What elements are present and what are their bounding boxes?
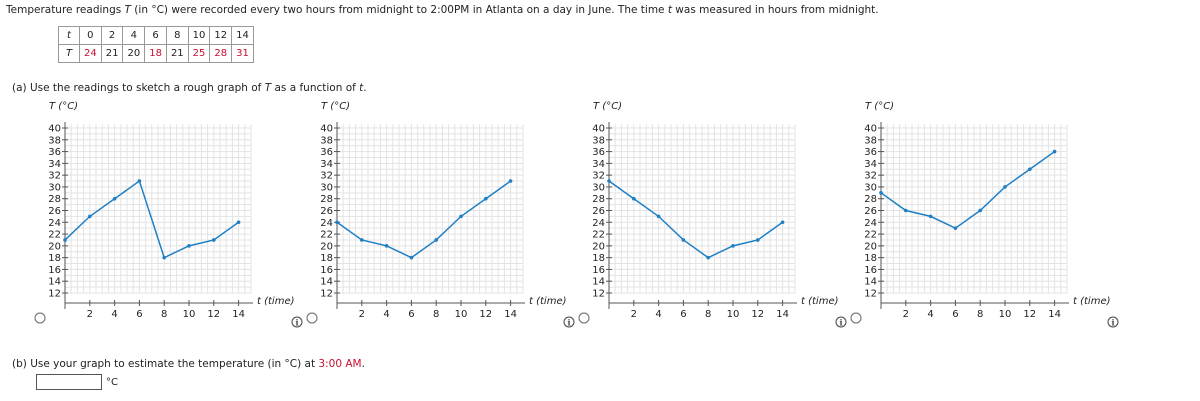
x-tick-label: 12 [1023, 309, 1037, 320]
intro-text: (in °C) were recorded every two hours from midnight to 2:00PM in Atlanta on a day in June. The time [130, 4, 668, 16]
y-tick-label: 22 [320, 229, 333, 241]
x-tick-label: 14 [776, 309, 789, 320]
y-tick-label: 24 [864, 217, 877, 229]
intro-var-T: T [124, 4, 131, 16]
part-b-text: (b) Use your graph to estimate the temperature (in °C) at [12, 358, 319, 370]
T-cell: 25 [188, 45, 210, 63]
info-icon-glyph: i [1111, 317, 1115, 328]
x-tick-label: 10 [454, 309, 468, 320]
x-axis-label: t (time) [529, 296, 567, 307]
y-tick-label: 14 [864, 276, 877, 288]
data-point [88, 215, 92, 219]
x-tick-label: 2 [902, 309, 909, 320]
y-axis-label: T (°C) [593, 101, 623, 112]
part-a-text: as a function of [271, 82, 360, 94]
y-axis-label: T (°C) [865, 101, 895, 112]
y-tick-label: 28 [592, 194, 605, 206]
x-axis-label: t (time) [1073, 296, 1111, 307]
y-tick-label: 26 [592, 206, 605, 217]
data-point [138, 179, 142, 183]
data-point [187, 244, 191, 248]
data-point [978, 209, 982, 213]
answer-unit: °C [106, 376, 118, 388]
t-cell: 12 [210, 27, 232, 45]
info-icon[interactable] [292, 317, 302, 328]
t-cell: 4 [123, 27, 145, 45]
info-icon[interactable] [564, 317, 574, 328]
y-tick-label: 18 [320, 253, 333, 265]
y-tick-label: 12 [864, 288, 877, 300]
data-point [954, 226, 958, 230]
y-tick-label: 14 [592, 276, 605, 288]
y-tick-label: 32 [592, 170, 605, 182]
y-tick-label: 20 [320, 241, 333, 253]
y-tick-label: 38 [320, 135, 333, 147]
data-point [360, 238, 364, 242]
y-tick-label: 28 [320, 194, 333, 206]
x-tick-label: 2 [86, 309, 93, 320]
y-tick-label: 30 [48, 182, 61, 194]
part-a-var-T: T [264, 82, 272, 94]
graph-option-4 [851, 101, 1118, 328]
y-tick-label: 38 [864, 135, 877, 147]
data-point [879, 191, 883, 195]
intro-text: was measured in hours from midnight. [671, 4, 879, 16]
T-cell: 21 [166, 45, 188, 63]
x-tick-label: 8 [433, 309, 440, 320]
y-tick-label: 16 [864, 264, 877, 276]
graph-option-radio[interactable] [35, 313, 45, 323]
data-point [1028, 167, 1032, 171]
data-point [731, 244, 735, 248]
part-a-text: (a) Use the readings to sketch a rough graph of [12, 82, 265, 94]
data-point [434, 238, 438, 242]
y-tick-label: 40 [592, 123, 605, 135]
data-point [1003, 185, 1007, 189]
y-tick-label: 24 [48, 217, 61, 229]
graph-option-2 [307, 101, 574, 328]
info-icon[interactable] [836, 317, 846, 328]
x-tick-label: 6 [408, 309, 415, 320]
y-tick-label: 16 [592, 264, 605, 276]
data-point [335, 220, 339, 224]
y-tick-label: 26 [320, 206, 333, 217]
x-tick-label: 4 [927, 309, 934, 320]
x-tick-label: 14 [232, 309, 245, 320]
y-tick-label: 36 [592, 147, 605, 159]
data-point [756, 238, 760, 242]
y-tick-label: 34 [592, 158, 605, 170]
part-b-prompt [12, 358, 365, 370]
y-tick-label: 34 [320, 158, 333, 170]
info-icon-glyph: i [839, 317, 843, 328]
y-tick-label: 22 [592, 229, 605, 241]
y-tick-label: 14 [320, 276, 333, 288]
x-tick-label: 14 [504, 309, 517, 320]
T-cell: 28 [210, 45, 232, 63]
data-point [459, 215, 463, 219]
x-tick-label: 6 [136, 309, 143, 320]
y-tick-label: 16 [320, 264, 333, 276]
data-point [509, 179, 513, 183]
x-tick-label: 4 [383, 309, 390, 320]
t-cell: 14 [232, 27, 254, 45]
y-tick-label: 20 [48, 241, 61, 253]
y-tick-label: 18 [48, 253, 61, 265]
y-tick-label: 22 [864, 229, 877, 241]
T-cell: 20 [123, 45, 145, 63]
y-tick-label: 34 [864, 158, 877, 170]
y-tick-label: 20 [592, 241, 605, 253]
data-point [410, 256, 414, 260]
x-tick-label: 10 [726, 309, 740, 320]
y-tick-label: 36 [320, 147, 333, 159]
y-tick-label: 32 [48, 170, 61, 182]
y-tick-label: 22 [48, 229, 61, 241]
x-tick-label: 10 [182, 309, 196, 320]
x-tick-label: 12 [207, 309, 221, 320]
info-icon[interactable] [1108, 317, 1118, 328]
t-cell: 10 [188, 27, 210, 45]
graph-option-radio[interactable] [579, 313, 589, 323]
x-axis-label: t (time) [257, 296, 295, 307]
data-point [929, 215, 933, 219]
x-tick-label: 12 [479, 309, 493, 320]
x-tick-label: 6 [952, 309, 959, 320]
y-tick-label: 16 [48, 264, 61, 276]
y-tick-label: 12 [320, 288, 333, 300]
t-cell: 8 [166, 27, 188, 45]
part-a-var-t: t [359, 82, 364, 94]
graph-option-1 [35, 101, 302, 328]
data-point [63, 238, 67, 242]
data-point [781, 220, 785, 224]
y-tick-label: 18 [864, 253, 877, 265]
graph-option-3 [579, 101, 846, 328]
y-tick-label: 20 [864, 241, 877, 253]
y-axis-label: T (°C) [321, 101, 351, 112]
x-tick-label: 2 [358, 309, 365, 320]
y-tick-label: 26 [48, 206, 61, 217]
data-point [385, 244, 389, 248]
data-point [657, 215, 661, 219]
y-tick-label: 28 [48, 194, 61, 206]
T-cell: 18 [145, 45, 167, 63]
x-tick-label: 14 [1048, 309, 1061, 320]
y-tick-label: 12 [48, 288, 61, 300]
x-tick-label: 6 [680, 309, 687, 320]
y-tick-label: 24 [320, 217, 333, 229]
y-tick-label: 28 [864, 194, 877, 206]
data-point [904, 209, 908, 213]
y-tick-label: 30 [864, 182, 877, 194]
y-tick-label: 40 [864, 123, 877, 135]
data-point [484, 197, 488, 201]
x-tick-label: 8 [705, 309, 712, 320]
y-tick-label: 12 [592, 288, 605, 300]
y-tick-label: 26 [864, 206, 877, 217]
x-tick-label: 4 [655, 309, 662, 320]
data-point [237, 220, 241, 224]
t-cell: 2 [101, 27, 123, 45]
part-a-text: . [363, 82, 367, 94]
t-cell: 0 [80, 27, 102, 45]
T-cell: 31 [232, 45, 254, 63]
x-tick-label: 2 [630, 309, 637, 320]
y-tick-label: 36 [864, 147, 877, 159]
temperature-answer-input[interactable] [36, 374, 102, 390]
y-tick-label: 40 [320, 123, 333, 135]
y-tick-label: 38 [592, 135, 605, 147]
T-cell: 24 [80, 45, 102, 63]
x-tick-label: 12 [751, 309, 765, 320]
info-icon-glyph: i [295, 317, 299, 328]
x-tick-label: 10 [998, 309, 1012, 320]
t-header: t [59, 27, 80, 45]
data-point [162, 256, 166, 260]
T-cell: 21 [101, 45, 123, 63]
y-tick-label: 40 [48, 123, 61, 135]
data-point [682, 238, 686, 242]
data-point [212, 238, 216, 242]
T-header: T [59, 45, 80, 63]
answer-row [36, 374, 118, 390]
data-point [113, 197, 117, 201]
x-tick-label: 8 [161, 309, 168, 320]
y-tick-label: 32 [320, 170, 333, 182]
y-tick-label: 30 [320, 182, 333, 194]
x-axis-label: t (time) [801, 296, 839, 307]
graph-option-radio[interactable] [851, 313, 861, 323]
data-point [632, 197, 636, 201]
data-point [1053, 150, 1057, 154]
t-cell: 6 [145, 27, 167, 45]
x-tick-label: 4 [111, 309, 118, 320]
y-tick-label: 38 [48, 135, 61, 147]
intro-text: Temperature readings [6, 4, 125, 16]
y-tick-label: 24 [592, 217, 605, 229]
info-icon-glyph: i [567, 317, 571, 328]
data-point [706, 256, 710, 260]
x-tick-label: 8 [977, 309, 984, 320]
y-tick-label: 14 [48, 276, 61, 288]
y-tick-label: 30 [592, 182, 605, 194]
y-axis-label: T (°C) [49, 101, 79, 112]
y-tick-label: 34 [48, 158, 61, 170]
part-b-time: 3:00 AM [318, 358, 362, 370]
intro-var-t: t [667, 4, 672, 16]
part-b-text: . [361, 358, 365, 370]
y-tick-label: 18 [592, 253, 605, 265]
y-tick-label: 32 [864, 170, 877, 182]
y-tick-label: 36 [48, 147, 61, 159]
data-point [607, 179, 611, 183]
graph-option-radio[interactable] [307, 313, 317, 323]
